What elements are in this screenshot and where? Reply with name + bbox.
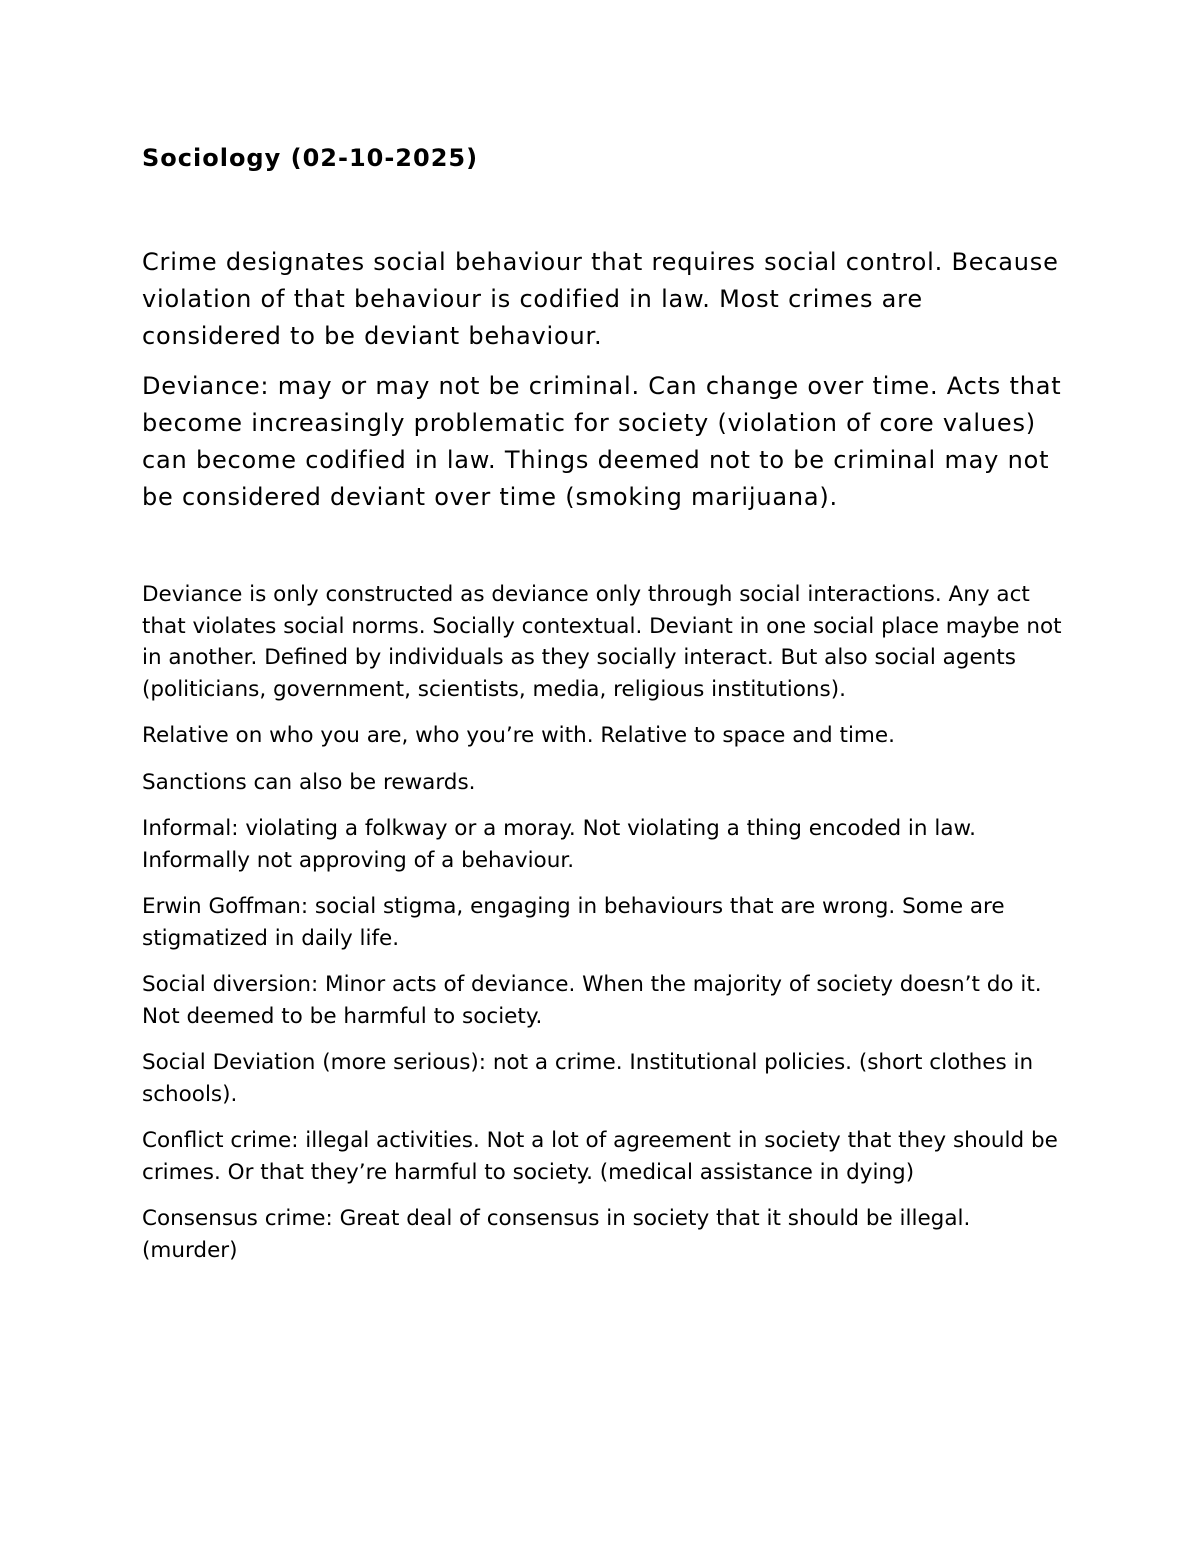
paragraph-relative: Relative on who you are, who you’re with. Relative to space and time.	[142, 723, 895, 748]
paragraph-informal: Informal: violating a folkway or a moray. Not violating a thing encoded in law. Informally not approving of a behaviour.	[142, 816, 976, 873]
paragraph-deviance: Deviance: may or may not be criminal. Can change over time. Acts that become increasingly problematic for society (violation of core values) can become codified in law. Things deemed not to be criminal may not be considered deviant over time (smoking marijuana).	[142, 372, 1062, 511]
document-page	[142, 140, 1067, 1281]
paragraph-goffman: Erwin Goffman: social stigma, engaging in behaviours that are wrong. Some are stigmatized in daily life.	[142, 894, 1005, 951]
document-title: Sociology (02-10-2025)	[142, 144, 479, 172]
notes-section	[142, 579, 1067, 1266]
paragraph-social-deviation: Social Deviation (more serious): not a crime. Institutional policies. (short clothes in schools).	[142, 1050, 1034, 1107]
paragraph-consensus-crime: Consensus crime: Great deal of consensus in society that it should be illegal. (murder)	[142, 1206, 971, 1263]
paragraph-social-diversion: Social diversion: Minor acts of deviance. When the majority of society doesn’t do it. Not deemed to be harmful to society.	[142, 972, 1042, 1029]
paragraph-crime: Crime designates social behaviour that requires social control. Because violation of that behaviour is codified in law. Most crimes are considered to be deviant behaviour.	[142, 248, 1059, 350]
paragraph-sanctions: Sanctions can also be rewards.	[142, 769, 476, 795]
intro-section	[142, 244, 1067, 516]
paragraph-social-construction: Deviance is only constructed as deviance only through social interactions. Any act that violates social norms. Socially contextual. Deviant in one social place maybe not in another. Defined by individuals as they socially interact. But also social agents (politicians, government, scientists, media, religious institutions).	[142, 582, 1062, 702]
paragraph-conflict-crime: Conflict crime: illegal activities. Not a lot of agreement in society that they should be crimes. Or that they’re harmful to society. (medical assistance in dying)	[142, 1128, 1058, 1185]
